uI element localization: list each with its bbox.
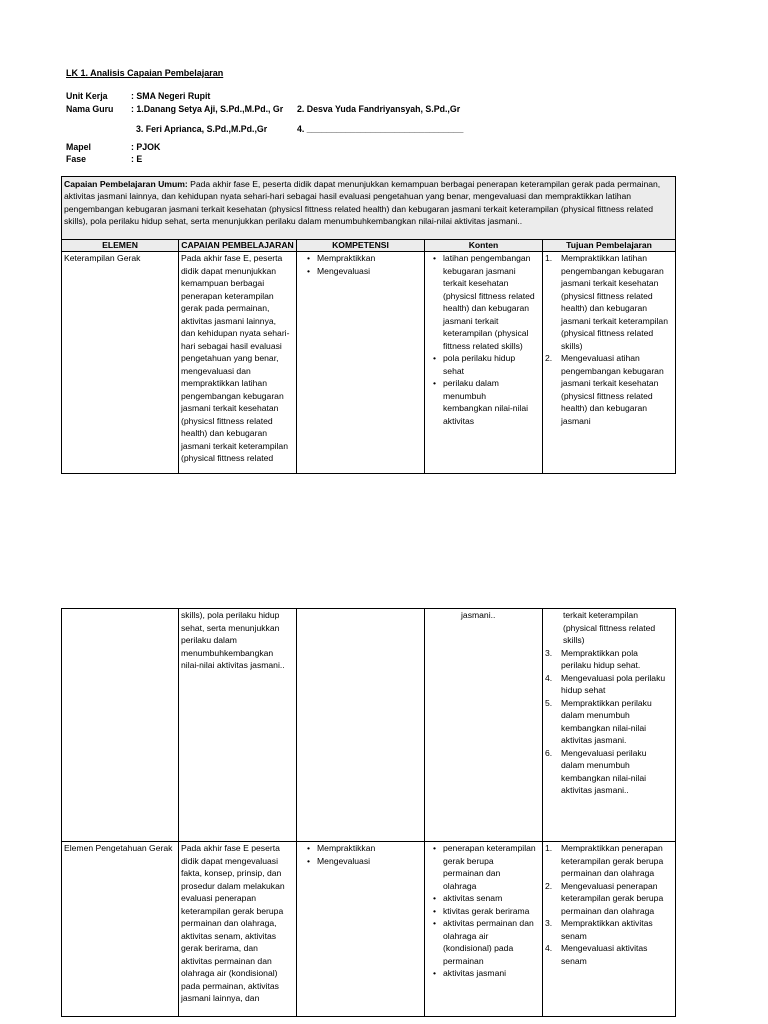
kompetensi-cell [297,609,425,842]
list-item: • pola perilaku hidup sehat [427,352,536,377]
fase-value: : E [131,154,143,164]
konten-cell: jasmani.. [425,609,543,842]
table-row [62,609,676,842]
konten-cell [425,842,543,1017]
item-text: Mengevaluasi penerapan keterampilan gerak berupa permainan dan olahraga [561,880,664,916]
item-text: Mempraktikkan perilaku dalam menumbuh kembangkan nilai-nilai aktivitas jasmani. [561,697,652,745]
capaian-cell: Pada akhir fase E, peserta didik dapat menunjukkan kemampuan berbagai penerapan keterampilan gerak pada permainan, aktivitas jasmani lainnya, dan kehidupan nyata sehari-hari sebagai hasil evaluasi pengetahuan yang benar, mengevaluasi dan mempraktikkan latihan pengembangan kebugaran jasmani terkait kesehatan (physicsl fittness related health) dan kebugaran jasmani terkait keterampilan (physical fittness related [179,252,297,474]
guru-label: Nama Guru [66,104,114,114]
list-item [545,942,669,967]
table-row [62,252,676,474]
list-item [545,252,669,352]
item-number: 5. [545,697,553,708]
item-text: Mempraktikkan penerapan keterampilan gerak berupa permainan dan olahraga [561,843,664,878]
header-kompetensi: KOMPETENSI [297,240,425,252]
item-text: Mengevaluasi aktivitas senam [561,943,648,966]
tujuan-cell [543,609,676,842]
list-item: • penerapan keterampilan gerak berupa permainan dan olahraga [427,842,536,892]
item-text: Mempraktikkan aktivitas senam [561,918,653,941]
list-item: • perilaku dalam menumbuh kembangkan nilai-nilai aktivitas [427,377,536,427]
page-title: LK 1. Analisis Capaian Pembelajaran [66,68,224,78]
header-tujuan: Tujuan Pembelajaran [543,240,676,252]
guru-4: 4. ________________________________ [297,124,464,134]
header-konten: Konten [425,240,543,252]
list-item: • aktivitas senam [427,892,536,905]
table-row [62,842,676,1017]
item-number: 1. [545,253,553,263]
list-item [545,672,669,697]
item-number: 3. [545,918,553,928]
list-item: • Mempraktikkan [301,252,422,265]
guru-1: : 1.Danang Setya Aji, S.Pd.,M.Pd., Gr [131,104,284,114]
item-number: 4. [545,672,553,683]
elemen-cell: Keterampilan Gerak [62,252,179,474]
list-item [545,917,669,942]
list-item [545,747,669,797]
konten-cell [425,252,543,474]
item-text: Mengevaluasi atihan pengembangan kebugaran jasmani terkait kesehatan (physicsl fittness related health) dan kebugaran jasmani [561,353,664,426]
tujuan-lead: terkait keterampilan (physical fittness related skills) [563,610,656,645]
list-item: • Mengevaluasi [301,265,422,278]
list-item [545,842,669,880]
item-text: Mempraktikkan latihan pengembangan kebugaran jasmani terkait kesehatan (physicsl fittness related health) dan kebugaran jasmani terkait keterampilan (physical fittness related skills) [561,253,668,351]
list-item: • Mengevaluasi [301,855,422,868]
capaian-umum-box [61,176,676,241]
list-item: • latihan pengembangan kebugaran jasmani terkait kesehatan (physicsl fittness related health) dan kebugaran jasmani terkait keterampilan (physical fittness related skills) [427,252,536,352]
elemen-cell [62,609,179,842]
list-item [545,880,669,918]
guru-3: 3. Feri Aprianca, S.Pd.,M.Pd.,Gr [136,124,268,134]
list-item: • Mempraktikkan [301,842,422,855]
list-item [545,352,669,427]
mapel-label: Mapel [66,142,91,152]
mapel-value: : PJOK [131,142,161,152]
fase-label: Fase [66,154,87,164]
elemen-cell: Elemen Pengetahuan Gerak [62,842,179,1017]
item-text: Mengevaluasi pola perilaku hidup sehat [561,672,666,695]
item-number: 3. [545,647,553,658]
list-item [545,697,669,747]
unit-value: : SMA Negeri Rupit [131,91,211,101]
unit-label: Unit Kerja [66,91,108,101]
item-number: 2. [545,353,553,363]
guru-2: 2. Desva Yuda Fandriyansyah, S.Pd.,Gr [297,104,461,114]
list-item: • ktivitas gerak berirama [427,905,536,918]
capaian-umum-text: Pada akhir fase E, peserta didik dapat menunjukkan kemampuan berbagai penerapan keterampilan gerak pada permainan, aktivitas jasmani lainnya, dan kehidupan nyata sehari-hari sebagai hasil evaluasi pengetahuan yang benar, mengevaluasi dan mempraktikkan latihan pengembangan kebugaran jasmani terkait kesehatan (physicsl fittness related health) dan kebugaran jasmani terkait keterampilan (physical fittness related skills), pola perilaku hidup sehat, serta menunjukkan perilaku dalam menumbuhkembangkan nilai-nilai aktivitas jasmani.. [64,179,661,227]
cp-table-2 [61,608,676,1017]
capaian-cell: skills), pola perilaku hidup sehat, serta menunjukkan perilaku dalam menumbuhkembangkan nilai-nilai aktivitas jasmani.. [179,609,297,842]
kompetensi-cell [297,252,425,474]
tujuan-cell [543,252,676,474]
list-item: • aktivitas jasmani [427,967,536,980]
list-item: • aktivitas permainan dan olahraga air (kondisional) pada permainan [427,917,536,967]
item-number: 2. [545,880,553,891]
header-elemen: ELEMEN [62,240,179,252]
capaian-cell: Pada akhir fase E peserta didik dapat mengevaluasi fakta, konsep, prinsip, dan prosedur dalam melakukan evaluasi penerapan keterampilan gerak berupa permainan dan olahraga, aktivitas senam, aktivitas gerak berirama, dan aktivitas permainan dan olahraga air (kondisional) pada permainan, aktivitas jasmani lainnya, dan [179,842,297,1017]
header-capaian: CAPAIAN PEMBELAJARAN [179,240,297,252]
item-text: Mengevaluasi perilaku dalam menumbuh kembangkan nilai-nilai aktivitas jasmani.. [561,747,647,795]
item-number: 1. [545,843,553,853]
kompetensi-cell [297,842,425,1017]
item-number: 6. [545,747,553,758]
cp-table-1 [61,239,676,474]
item-text: Mempraktikkan pola perilaku hidup sehat. [561,647,641,670]
capaian-umum-label: Capaian Pembelajaran Umum: [64,179,188,189]
tujuan-cell [543,842,676,1017]
item-number: 4. [545,943,553,953]
list-item [545,647,669,672]
